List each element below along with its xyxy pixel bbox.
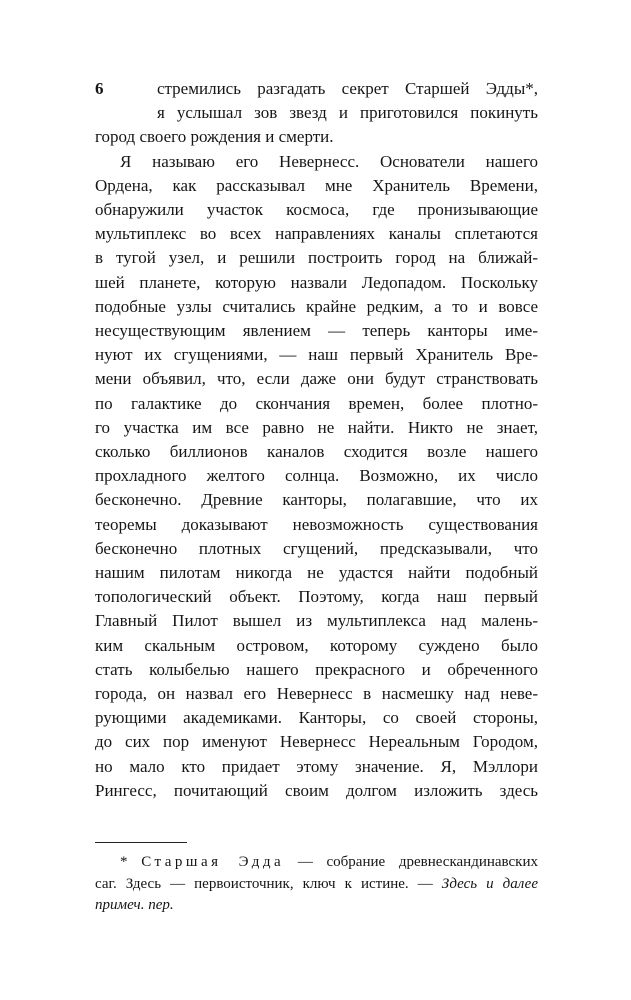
text-line: мультиплекс во всех направлениях каналы сплетаются — [95, 224, 538, 244]
footnote-italic-note: примеч. пер. — [95, 897, 174, 914]
footnote-divider — [95, 842, 187, 843]
text-line: нашим пилотам никогда не удастся найти подобный — [95, 563, 538, 583]
text-line: но мало кто придает этому значение. Я, Мэллори — [95, 756, 538, 776]
text-line: до сих пор именуют Невернесс Нереальным Городом, — [95, 732, 538, 752]
text-line: Ордена, как рассказывал мне Хранитель Времени, — [95, 175, 538, 195]
page-number: 6 — [95, 79, 104, 98]
text-line: Я называю его Невернесс. Основатели нашего — [120, 151, 538, 171]
text-line: рующими академиками. Канторы, со своей стороны, — [95, 708, 538, 728]
text-line: мени объявил, что, если даже они будут странствовать — [95, 369, 538, 389]
text-line: бесконечно. Древние канторы, полагавшие, что их — [95, 490, 538, 510]
footnote-line — [95, 895, 538, 917]
footnote-line — [95, 874, 538, 896]
continued-passage — [95, 77, 538, 150]
text-line: прохладного желтого солнца. Возможно, их число — [95, 466, 538, 486]
footnote-term: Старшая Эдда — [141, 854, 285, 871]
text-line: Рингесс, почитающий своим долгом изложить здесь — [95, 780, 538, 800]
footnote — [95, 852, 538, 917]
footnote-line — [95, 852, 538, 874]
text-line: теоремы доказывают невозможность существования — [95, 514, 538, 534]
text-line: подобные узлы считались крайне редким, а то и вовсе — [95, 296, 538, 316]
text-block — [95, 77, 538, 917]
text-line: топологический объект. Поэтому, когда наш первый — [95, 587, 538, 607]
text-line: города, он назвал его Невернесс в насмешку над неве- — [95, 684, 538, 704]
text-line: Главный Пилот вышел из мультиплекса над малень- — [95, 611, 538, 631]
text-line: обнаружили участок космоса, где пронизывающие — [95, 200, 538, 220]
text-line: нуют их сгущениями, — наш первый Хранитель Вре- — [95, 345, 538, 365]
text-line: я услышал зов звезд и приготовился покинуть — [157, 103, 538, 123]
text-line: в тугой узел, и решили построить город на ближай- — [95, 248, 538, 268]
text-line: несуществующим явлением — теперь канторы име- — [95, 321, 538, 341]
text-line: стать колыбелью нашего прекрасного и обреченного — [95, 659, 538, 679]
body-paragraph — [95, 150, 538, 803]
text-line: сколько биллионов каналов сходится возле нашего — [95, 442, 538, 462]
text-line: стремились разгадать секрет Старшей Эдды*, — [157, 79, 538, 98]
text-line: бесконечно плотных сгущений, предсказывали, что — [95, 538, 538, 558]
text-line: го участка им все равно не найти. Никто не знает, — [95, 417, 538, 437]
text-line: ким скальным островом, которому суждено было — [95, 635, 538, 655]
text-line: шей планете, которую назвали Ледопадом. Поскольку — [95, 272, 538, 292]
footnote-text: — собрание древнескандинавских — [297, 854, 539, 871]
text-line: по галактике до скончания времен, более плотно- — [95, 393, 538, 413]
footnote-italic-note: Здесь и далее — [441, 875, 538, 892]
footnote-marker: * — [120, 854, 128, 871]
text-line: город своего рождения и смерти. — [95, 127, 334, 147]
footnote-text: саг. Здесь — первоисточник, ключ к истине. — — [95, 875, 433, 892]
